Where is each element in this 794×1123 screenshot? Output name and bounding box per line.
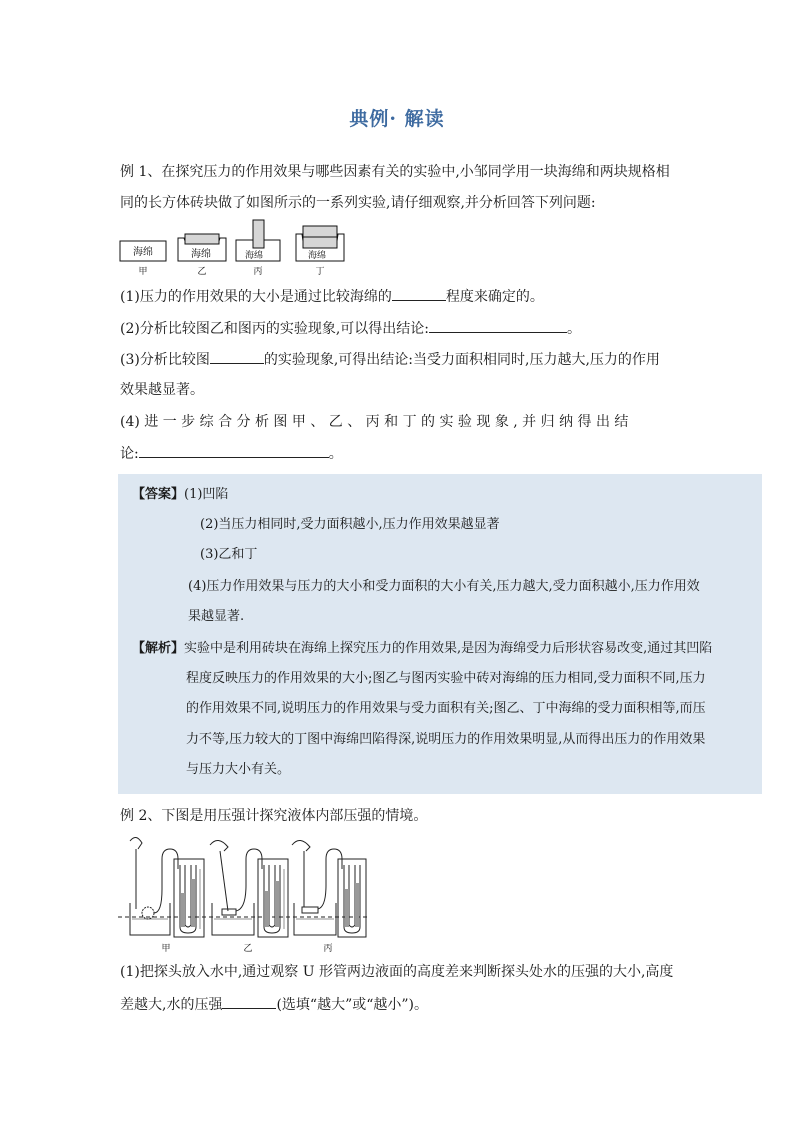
sponge-label-ding: 海绵 [308, 251, 327, 261]
figure2-label-bing: 丙 [323, 944, 333, 954]
probe-yi [222, 909, 236, 915]
analysis-line-3: 的作用效果不同,说明压力的作用效果与受力面积有关;图乙、丁中海绵的受力面积相等,而压 [186, 701, 706, 716]
q4-text-c: 。 [328, 446, 343, 462]
gauge-set-jia [130, 837, 204, 937]
ex1-question-2 [120, 318, 581, 339]
u-tube-frame-jia [174, 859, 204, 937]
answer-analysis-box [118, 474, 762, 794]
q1-answer-blank[interactable] [392, 286, 446, 301]
figure2-label-jia: 甲 [161, 944, 171, 954]
figure-label-jia: 甲 [138, 267, 148, 277]
analysis-line-2: 程度反映压力的作用效果的大小;图乙与图丙实验中砖对海绵的压力相同,受力面积不同,压力 [186, 671, 706, 686]
hand-jia [130, 837, 142, 849]
ex1-question-4-cont [120, 443, 343, 464]
ex2-q1-text-c: (选填“越大”或“越小”)。 [276, 997, 429, 1013]
gauge-set-bing [292, 840, 366, 937]
sponge-label-yi: 海绵 [191, 249, 211, 260]
figure-label-yi: 乙 [197, 267, 207, 277]
q2-text-a: (2)分析比较图乙和图丙的实验现象,可以得出结论: [120, 321, 429, 337]
q1-text-b: 程度来确定的。 [445, 289, 544, 305]
figure2-label-yi: 乙 [243, 944, 253, 954]
analysis-row-1 [132, 639, 712, 659]
q2-text-b: 。 [567, 321, 581, 337]
q3-text-a: (3)分析比较图 [120, 352, 210, 368]
ex2-question-1: (1)把探头放入水中,通过观察 U 形管两边液面的高度差来判断探头处水的压强的大小,高度 [120, 964, 674, 980]
hand-yi [210, 840, 228, 851]
brick-yi [185, 234, 219, 244]
probe-bing [302, 907, 318, 913]
ex1-stem-line2: 同的长方体砖块做了如图所示的一系列实验,请仔细观察,并分析回答下列问题: [120, 195, 596, 211]
q3-answer-blank[interactable] [210, 349, 264, 364]
gauge-set-yi [210, 840, 288, 937]
pressure-gauge-figure [118, 829, 368, 955]
answer-4-line1: (4)压力作用效果与压力的大小和受力面积的大小有关,压力越大,受力面积越小,压力作用效 [188, 579, 700, 594]
hand-bing [292, 840, 310, 851]
answer-3: (3)乙和丁 [200, 547, 258, 562]
q4-answer-blank[interactable] [139, 443, 329, 458]
ex1-question-3-cont: 效果越显著。 [120, 382, 204, 398]
brick-bing [253, 220, 264, 248]
ex2-question-1-cont [120, 994, 428, 1015]
sponge-label-jia: 海绵 [133, 247, 153, 258]
q2-answer-blank[interactable] [429, 318, 567, 333]
sponge-label-bing: 海绵 [245, 251, 264, 261]
sponge-brick-figure [118, 216, 358, 280]
brick-ding-bottom [303, 237, 337, 248]
analysis-line-1: 实验中是利用砖块在海绵上探究压力的作用效果,是因为海绵受力后形状容易改变,通过其凹陷 [184, 641, 713, 656]
brick-ding-top [303, 226, 337, 237]
ex1-stem-line1: 例 1、在探究压力的作用效果与哪些因素有关的实验中,小邹同学用一块海绵和两块规格相 [120, 164, 670, 180]
figure-label-bing: 丙 [253, 267, 263, 277]
section-title: 典例· 解读 [349, 108, 445, 130]
answer-row-1 [132, 485, 228, 505]
ex1-question-3 [120, 349, 660, 370]
analysis-label: 【解析】 [132, 641, 185, 656]
analysis-line-5: 与压力大小有关。 [186, 762, 291, 777]
ex1-question-1 [120, 286, 544, 307]
answer-label: 【答案】 [132, 487, 185, 502]
u-tube-frame-yi [258, 859, 288, 937]
q3-text-b: 的实验现象,可得出结论:当受力面积相同时,压力越大,压力的作用 [263, 352, 660, 368]
ex2-q1-answer-blank[interactable] [222, 994, 276, 1009]
ex1-question-4: (4) 进 一 步 综 合 分 析 图 甲 、 乙 、 丙 和 丁 的 实 验 现 象 , 并 归 纳 得 出 结 [120, 414, 629, 430]
ex2-stem: 例 2、下图是用压强计探究液体内部压强的情境。 [120, 808, 428, 824]
answer-4-line2: 果越显著. [188, 609, 245, 624]
u-tube-frame-bing [338, 859, 366, 937]
ex2-q1-text-b: 差越大,水的压强 [120, 997, 223, 1013]
q1-text-a: (1)压力的作用效果的大小是通过比较海绵的 [120, 289, 392, 305]
q4-text-b: 论: [120, 446, 139, 462]
analysis-line-4: 力不等,压力较大的丁图中海绵凹陷得深,说明压力的作用效果明显,从而得出压力的作用效果 [186, 732, 706, 747]
answer-2: (2)当压力相同时,受力面积越小,压力作用效果越显著 [200, 517, 500, 532]
answer-1: (1)凹陷 [184, 487, 229, 502]
figure-label-ding: 丁 [315, 267, 325, 277]
